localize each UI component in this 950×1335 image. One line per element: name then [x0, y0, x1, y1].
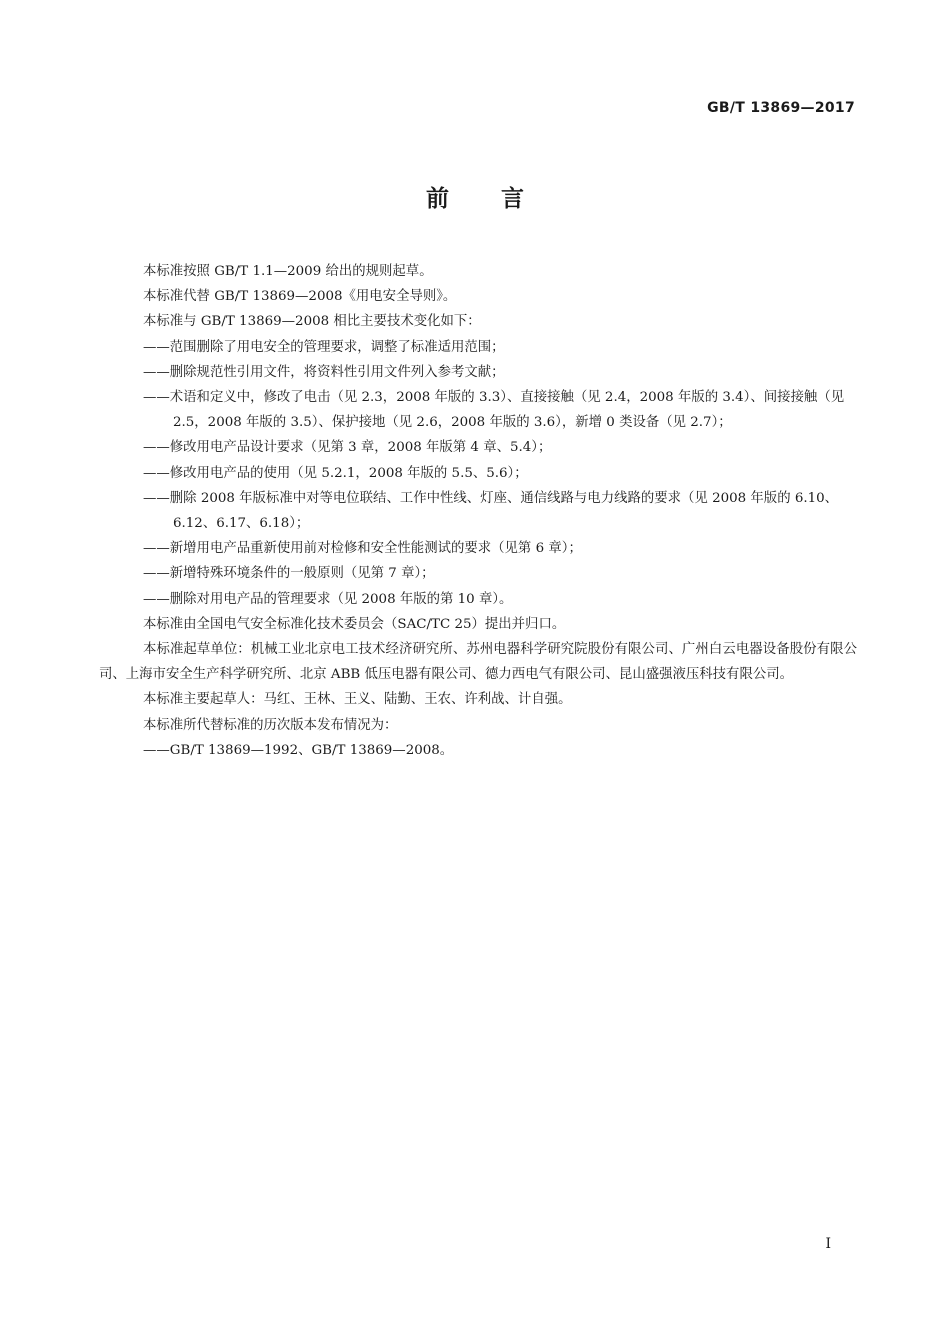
change-item: ——术语和定义中，修改了电击（见 2.3，2008 年版的 3.3）、直接接触（见 2.4，2008 年版的 3.4）、间接接触（见 2.5，2008 年版的 3.5）、保护接地（见 2.6，2008 年版的 3.6），新增 0 类设备（见 2.7）；	[143, 390, 845, 431]
document-body	[99, 259, 857, 763]
change-item: ——范围删除了用电安全的管理要求，调整了标准适用范围；	[143, 339, 505, 355]
paragraph-drafting-rules: 本标准按照 GB/T 1.1—2009 给出的规则起草。	[143, 264, 433, 279]
paragraph-main-drafters: 本标准主要起草人：马红、王林、王义、陆勤、王农、许利战、计自强。	[143, 692, 572, 708]
change-item: ——删除对用电产品的管理要求（见 2008 年版的第 10 章）。	[143, 591, 513, 607]
paragraph-history-versions: ——GB/T 13869—1992、GB/T 13869—2008。	[143, 742, 454, 758]
change-item: ——新增用电产品重新使用前对检修和安全性能测试的要求（见第 6 章）；	[143, 541, 582, 557]
change-item: ——修改用电产品设计要求（见第 3 章，2008 年版第 4 章、5.4）；	[143, 440, 552, 456]
standard-code: GB/T 13869—2017	[707, 100, 855, 116]
paragraph-history-intro: 本标准所代替标准的历次版本发布情况为：	[143, 717, 398, 733]
change-item: ——删除规范性引用文件，将资料性引用文件列入参考文献；	[143, 364, 505, 380]
paragraph-proposer: 本标准由全国电气安全标准化技术委员会（SAC/TC 25）提出并归口。	[143, 616, 566, 632]
paragraph-changes-intro: 本标准与 GB/T 13869—2008 相比主要技术变化如下：	[143, 314, 481, 330]
page-number: I	[825, 1236, 831, 1252]
paragraph-drafting-units: 本标准起草单位：机械工业北京电工技术经济研究所、苏州电器科学研究院股份有限公司、广州白云电器设备股份有限公司、上海市安全生产科学研究所、北京 ABB 低压电器有限公司、德力西电气有限公司、昆山盛强液压科技有限公司。	[99, 642, 857, 683]
change-item: ——删除 2008 年版标准中对等电位联结、工作中性线、灯座、通信线路与电力线路的要求（见 2008 年版的 6.10、6.12、6.17、6.18）；	[143, 490, 839, 532]
paragraph-replaces: 本标准代替 GB/T 13869—2008《用电安全导则》。	[143, 289, 457, 305]
change-item: ——新增特殊环境条件的一般原则（见第 7 章）；	[143, 566, 435, 582]
page-title: 前言	[426, 186, 576, 212]
change-item: ——修改用电产品的使用（见 5.2.1，2008 年版的 5.5、5.6）；	[143, 465, 528, 481]
